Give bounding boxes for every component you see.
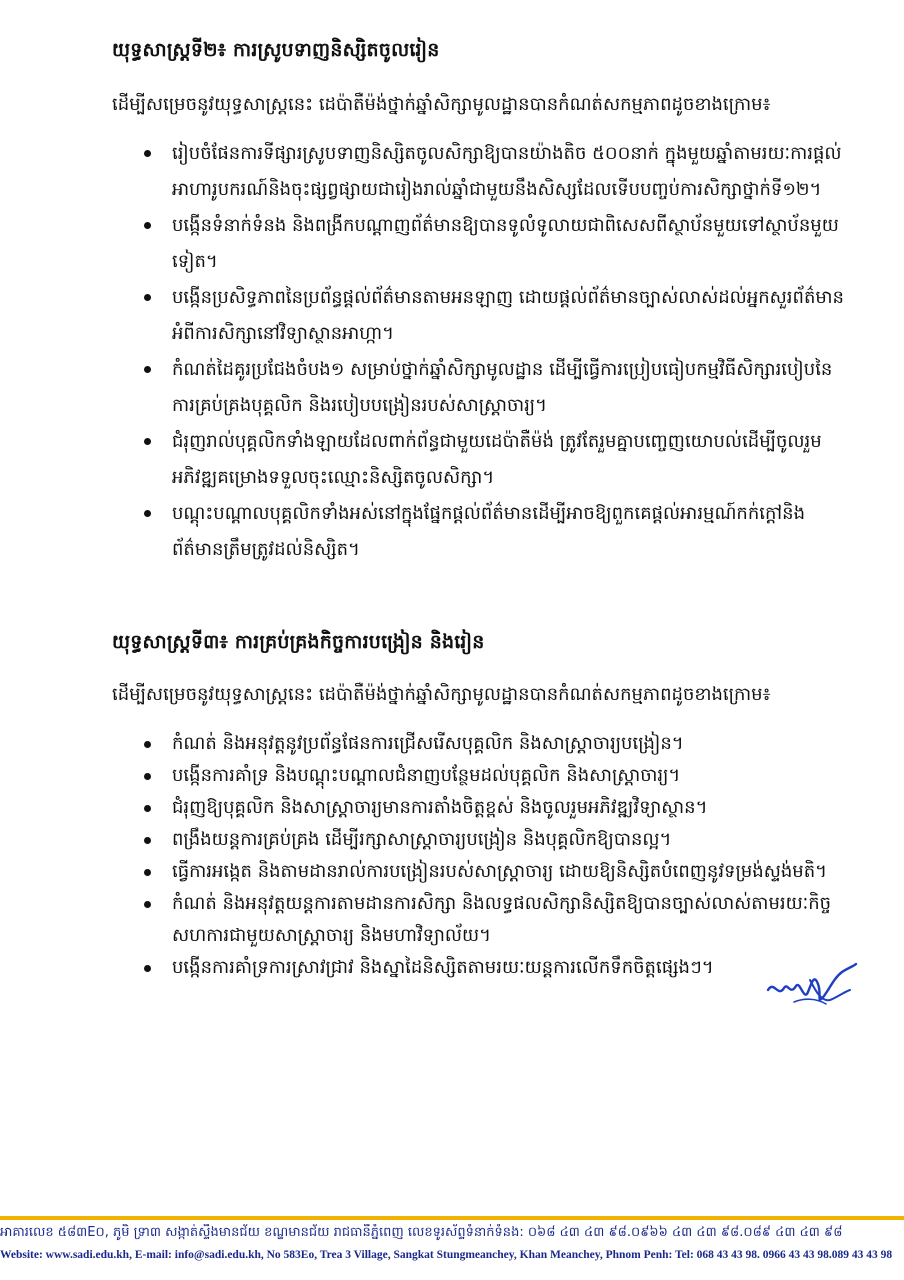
- list-item-text: ពង្រឹងយន្តការគ្រប់គ្រង ដើម្បីរក្សាសាស្ត្រាចារ្យបង្រៀន និងបុគ្គលិកឱ្យបានល្អ។: [172, 829, 672, 850]
- section-2-intro: ដើម្បីសម្រេចនូវយុទ្ធសាស្ត្រនេះ ដេប៉ាតឺម៉ង់ថ្នាក់ឆ្នាំសិក្សាមូលដ្ឋានបានកំណត់សកម្មភាពដូចខាងក្រោម៖: [112, 94, 771, 115]
- list-item: [0, 352, 904, 424]
- bullet-icon: [144, 741, 151, 748]
- section-3-heading: យុទ្ធសាស្ត្រទី៣៖ ការគ្រប់គ្រងកិច្ចការបង្រៀន និងរៀន: [112, 631, 485, 653]
- list-item: [0, 208, 904, 280]
- list-item-text: ជំរុញឱ្យបុគ្គលិក និងសាស្ត្រាចារ្យមានការតាំងចិត្តខ្ពស់ និងចូលរួមអភិវឌ្ឍវិទ្យាស្ថាន។: [172, 797, 708, 818]
- section-3-action-list: [0, 728, 904, 984]
- list-item: [0, 496, 904, 568]
- list-item: [0, 888, 904, 952]
- list-item-text: រៀបចំផែនការទីផ្សារស្រូបទាញនិស្សិតចូលសិក្សាឱ្យបានយ៉ាងតិច ៥០០នាក់ ក្នុងមួយឆ្នាំតាមរយៈការផ្តល់អាហារូបករណ៍និងចុះផ្សព្វផ្សាយជារៀងរាល់ឆ្នាំជាមួយនឹងសិស្សដែលទើបបញ្ចប់ការសិក្សាថ្នាក់ទី១២។: [172, 143, 842, 200]
- list-item: [0, 792, 904, 824]
- bullet-icon: [144, 773, 151, 780]
- bullet-icon: [144, 150, 151, 157]
- list-item: [0, 760, 904, 792]
- list-item: [0, 728, 904, 760]
- signature-icon: [764, 962, 860, 1012]
- footer-contact-english: Website: www.sadi.edu.kh, E-mail: info@sadi.edu.kh, No 583Eo, Trea 3 Village, Sangkat Stungmeanchey, Khan Meanchey, Phnom Penh: Tel: 068 43 43 98. 0966 43 43 98.089 43 43 98: [0, 1249, 893, 1261]
- list-item-text: កំណត់ដៃគូរប្រជែងចំបង១ សម្រាប់ថ្នាក់ឆ្នាំសិក្សាមូលដ្ឋាន ដើម្បីធ្វើការប្រៀបធៀបកម្មវិធីសិក្សារបៀបនៃការគ្រប់គ្រងបុគ្គលិក និងរបៀបបង្រៀនរបស់សាស្ត្រាចារ្យ។: [172, 359, 833, 416]
- list-item-text: បង្កើនប្រសិទ្ធភាពនៃប្រព័ន្ធផ្តល់ព័ត៌មានតាមអនឡាញ ដោយផ្តល់ព័ត៌មានច្បាស់លាស់ដល់អ្នកសួរព័ត៌មានអំពីការសិក្សានៅវិទ្យាស្ថានអាហ្កា។: [172, 287, 844, 344]
- list-item-text: ធ្វើការអង្កេត និងតាមដានរាល់ការបង្រៀនរបស់សាស្ត្រាចារ្យ ដោយឱ្យនិស្សិតបំពេញនូវទម្រង់ស្ទង់មតិ។: [172, 861, 827, 882]
- list-item-text: បណ្តុះបណ្តាលបុគ្គលិកទាំងអស់នៅក្នុងផ្នែកផ្តល់ព័ត៌មានដើម្បីអាចឱ្យពួកគេផ្តល់អារម្មណ៍កក់ក្តៅនិងព័ត៌មានត្រឹមត្រូវដល់និស្សិត។: [172, 503, 805, 560]
- bullet-icon: [144, 869, 151, 876]
- bullet-icon: [144, 837, 151, 844]
- bullet-icon: [144, 901, 151, 908]
- list-item-text: បង្កើនការគាំទ្រការស្រាវជ្រាវ និងស្នាដៃនិស្សិតតាមរយៈយន្តការលើកទឹកចិត្តផ្សេងៗ។: [172, 957, 714, 978]
- bullet-icon: [144, 366, 151, 373]
- list-item: [0, 824, 904, 856]
- footer-divider: [0, 1216, 904, 1220]
- list-item-text: បង្កើនទំនាក់ទំនង និងពង្រីកបណ្តាញព័ត៌មានឱ្យបានទូលំទូលាយជាពិសេសពីស្ថាប័នមួយទៅស្ថាប័នមួយទៀត។: [172, 215, 839, 272]
- bullet-icon: [144, 510, 151, 517]
- list-item: [0, 280, 904, 352]
- list-item-text: ជំរុញរាល់បុគ្គលិកទាំងឡាយដែលពាក់ព័ន្ធជាមួយដេប៉ាតឺម៉ង់ ត្រូវតែរួមគ្នាបញ្ចេញយោបល់ដើម្បីចូលរួមអភិវឌ្ឍគម្រោងទទួលចុះឈ្មោះនិស្សិតចូលសិក្សា។: [172, 431, 822, 488]
- bullet-icon: [144, 965, 151, 972]
- bullet-icon: [144, 805, 151, 812]
- section-2-action-list: [0, 136, 904, 568]
- list-item: [0, 136, 904, 208]
- list-item: [0, 856, 904, 888]
- bullet-icon: [144, 222, 151, 229]
- list-item-text: បង្កើនការគាំទ្រ និងបណ្តុះបណ្តាលជំនាញបន្ថែមដល់បុគ្គលិក និងសាស្ត្រាចារ្យ។: [172, 765, 681, 786]
- list-item: [0, 424, 904, 496]
- footer-address-khmer: អាគារលេខ ៥៨៣E០, ភូមិ ទ្រា៣ សង្កាត់ស្ទឹងមានជ័យ ខណ្ឌមានជ័យ រាជធានីភ្នំពេញ លេខទូរស័ព្ទទំនាក់ទំនង: ០៦៨ ៤៣ ៤៣ ៩៨.០៩៦៦ ៤៣ ៤៣ ៩៨.០៨៩ ៤៣ ៤៣ ៩៨: [0, 1225, 843, 1240]
- list-item-text: កំណត់ និងអនុវត្តនូវប្រព័ន្ធផែនការជ្រើសរើសបុគ្គលិក និងសាស្ត្រាចារ្យបង្រៀន។: [172, 733, 684, 754]
- section-2-heading: យុទ្ធសាស្ត្រទី២៖ ការស្រូបទាញនិស្សិតចូលរៀន: [112, 39, 440, 61]
- bullet-icon: [144, 294, 151, 301]
- bullet-icon: [144, 438, 151, 445]
- list-item-text: កំណត់ និងអនុវត្តយន្តការតាមដានការសិក្សា និងលទ្ធផលសិក្សានិស្សិតឱ្យបានច្បាស់លាស់តាមរយៈកិច្ចសហការជាមួយសាស្ត្រាចារ្យ និងមហាវិទ្យាល័យ។: [172, 893, 832, 946]
- section-3-intro: ដើម្បីសម្រេចនូវយុទ្ធសាស្ត្រនេះ ដេប៉ាតឺម៉ង់ថ្នាក់ឆ្នាំសិក្សាមូលដ្ឋានបានកំណត់សកម្មភាពដូចខាងក្រោម៖: [112, 684, 771, 705]
